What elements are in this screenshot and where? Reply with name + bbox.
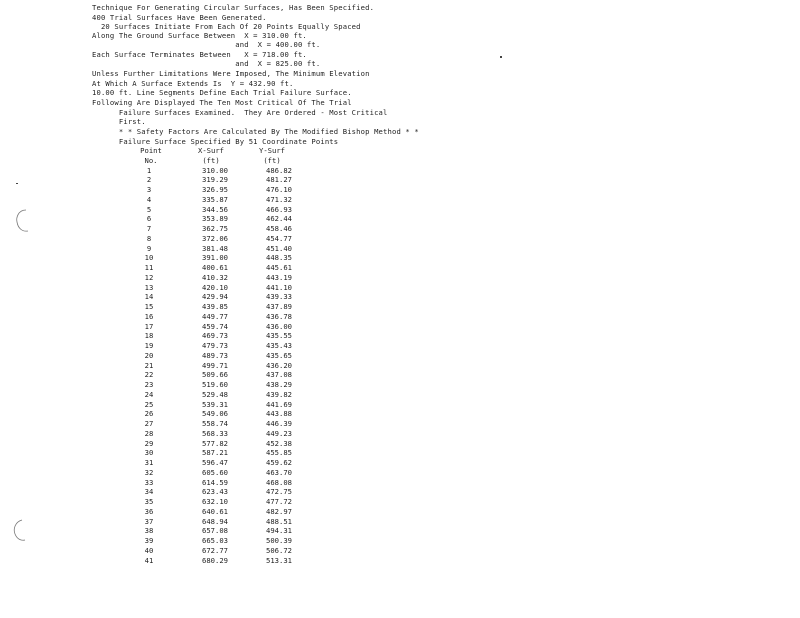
x-surf-value: 614.59 — [202, 477, 228, 487]
y-surf-value: 448.35 — [266, 253, 292, 263]
x-surf-value: 469.73 — [202, 331, 228, 341]
point-number: 20 — [144, 350, 154, 360]
y-surf-value: 449.23 — [266, 428, 292, 438]
y-surf-value: 438.29 — [266, 380, 292, 389]
report-line: Failure Surface Specified By 51 Coordinate Points — [92, 137, 339, 146]
report-line: At Which A Surface Extends Is Y = 432.90 ft. — [92, 79, 294, 88]
x-surf-value: 391.00 — [202, 253, 228, 263]
y-surf-value: 439.82 — [266, 389, 292, 399]
y-surf-value: 471.32 — [266, 194, 292, 204]
x-surf-value: 509.66 — [202, 370, 228, 380]
point-number: 21 — [144, 360, 154, 370]
x-surf-value: 459.74 — [202, 321, 228, 331]
y-surf-value: 451.40 — [266, 243, 292, 253]
y-surf-value: 468.08 — [266, 477, 292, 487]
report-line: Along The Ground Surface Between X = 310.00 ft. — [92, 31, 307, 40]
y-surf-value: 441.10 — [266, 282, 292, 292]
y-surf-value: 445.61 — [266, 263, 292, 272]
report-line: Each Surface Terminates Between X = 718.00 ft. — [92, 50, 307, 59]
x-surf-value: 499.71 — [202, 360, 228, 370]
x-surf-value: 319.29 — [202, 175, 228, 185]
y-surf-value: 477.72 — [266, 497, 292, 506]
y-surf-value: 446.39 — [266, 419, 292, 428]
x-surf-value: 587.21 — [202, 448, 228, 458]
y-surf-value: 482.97 — [266, 506, 292, 516]
point-number: 24 — [144, 389, 154, 399]
point-number: 40 — [144, 545, 154, 555]
y-surf-value: 459.62 — [266, 458, 292, 467]
x-surf-value: 623.43 — [202, 487, 228, 497]
x-surf-value: 410.32 — [202, 272, 228, 282]
y-surf-value: 435.65 — [266, 350, 292, 360]
y-surf-value: 454.77 — [266, 233, 292, 243]
point-number: 18 — [144, 331, 154, 341]
point-number: 41 — [144, 555, 154, 565]
report-line: 400 Trial Surfaces Have Been Generated. — [92, 13, 267, 22]
point-number: 10 — [144, 253, 154, 263]
point-number: 34 — [144, 487, 154, 497]
y-surf-value: 481.27 — [266, 175, 292, 185]
point-number: 8 — [146, 233, 152, 243]
y-surf-value: 435.55 — [266, 331, 292, 341]
point-number: 32 — [144, 467, 154, 477]
x-surf-value: 372.06 — [202, 233, 228, 243]
y-surf-value: 506.72 — [266, 545, 292, 555]
point-number: 15 — [144, 302, 154, 311]
report-line: First. — [92, 117, 146, 126]
report-line: and X = 400.00 ft. — [92, 40, 321, 49]
report-line: Following Are Displayed The Ten Most Critical Of The Trial — [92, 98, 352, 107]
point-number: 1 — [146, 165, 152, 175]
x-surf-value: 568.33 — [202, 428, 228, 438]
point-number: 12 — [144, 272, 154, 282]
x-surf-value: 648.94 — [202, 516, 228, 526]
x-surf-value: 344.56 — [202, 204, 228, 214]
point-number: 29 — [144, 438, 154, 448]
x-surf-value: 596.47 — [202, 458, 228, 467]
y-surf-value: 452.38 — [266, 438, 292, 448]
y-surf-value: 466.93 — [266, 204, 292, 214]
punch-hole-icon — [10, 518, 30, 544]
y-surf-value: 443.19 — [266, 272, 292, 282]
point-number: 17 — [144, 321, 154, 331]
point-number: 22 — [144, 370, 154, 380]
column-header: Point — [140, 146, 162, 155]
x-surf-value: 519.60 — [202, 380, 228, 389]
y-surf-value: 436.00 — [266, 321, 292, 331]
y-surf-value: 486.82 — [266, 165, 292, 175]
point-number: 26 — [144, 409, 154, 419]
point-number: 33 — [144, 477, 154, 487]
y-surf-value: 439.33 — [266, 292, 292, 302]
x-surf-value: 326.95 — [202, 185, 228, 194]
column-header: X-Surf — [198, 146, 224, 155]
y-surf-value: 458.46 — [266, 224, 292, 233]
column-header: No. — [144, 156, 158, 165]
y-surf-value: 494.31 — [266, 526, 292, 536]
x-surf-value: 657.08 — [202, 526, 228, 536]
point-number: 6 — [146, 214, 152, 224]
point-number: 35 — [144, 497, 154, 506]
point-number: 27 — [144, 419, 154, 428]
y-surf-value: 437.08 — [266, 370, 292, 380]
x-surf-value: 665.03 — [202, 536, 228, 545]
x-surf-value: 529.48 — [202, 389, 228, 399]
x-surf-value: 439.85 — [202, 302, 228, 311]
x-surf-value: 558.74 — [202, 419, 228, 428]
point-number: 9 — [146, 243, 152, 253]
point-number: 28 — [144, 428, 154, 438]
y-surf-value: 500.39 — [266, 536, 292, 545]
x-surf-value: 429.94 — [202, 292, 228, 302]
x-surf-value: 577.82 — [202, 438, 228, 448]
x-surf-value: 353.89 — [202, 214, 228, 224]
point-number: 7 — [146, 224, 152, 233]
y-surf-value: 443.88 — [266, 409, 292, 419]
point-number: 4 — [146, 194, 152, 204]
point-number: 25 — [144, 399, 154, 409]
point-number: 3 — [146, 185, 152, 194]
point-number: 14 — [144, 292, 154, 302]
y-surf-value: 462.44 — [266, 214, 292, 224]
point-number: 2 — [146, 175, 152, 185]
y-surf-value: 441.69 — [266, 399, 292, 409]
report-line: Technique For Generating Circular Surfaces, Has Been Specified. — [92, 3, 375, 12]
y-surf-value: 435.43 — [266, 341, 292, 350]
y-surf-value: 436.20 — [266, 360, 292, 370]
x-surf-value: 605.60 — [202, 467, 228, 477]
x-surf-value: 310.00 — [202, 165, 228, 175]
point-number: 16 — [144, 311, 154, 321]
x-surf-value: 362.75 — [202, 224, 228, 233]
x-surf-value: 640.61 — [202, 506, 228, 516]
point-number: 23 — [144, 380, 154, 389]
report-line: 20 Surfaces Initiate From Each Of 20 Points Equally Spaced — [92, 22, 361, 31]
report-line: Failure Surfaces Examined. They Are Ordered - Most Critical — [92, 108, 388, 117]
x-surf-value: 335.87 — [202, 194, 228, 204]
point-number: 36 — [144, 506, 154, 516]
y-surf-value: 488.51 — [266, 516, 292, 526]
scan-speck — [500, 56, 502, 58]
x-surf-value: 672.77 — [202, 545, 228, 555]
x-surf-value: 381.48 — [202, 243, 228, 253]
column-header: Y-Surf — [259, 146, 285, 155]
point-number: 39 — [144, 536, 154, 545]
x-surf-value: 449.77 — [202, 311, 228, 321]
y-surf-value: 513.31 — [266, 555, 292, 565]
y-surf-value: 472.75 — [266, 487, 292, 497]
report-line: and X = 825.00 ft. — [92, 59, 321, 68]
point-number: 5 — [146, 204, 152, 214]
x-surf-value: 420.10 — [202, 282, 228, 292]
x-surf-value: 539.31 — [202, 399, 228, 409]
y-surf-value: 463.70 — [266, 467, 292, 477]
x-surf-value: 680.29 — [202, 555, 228, 565]
x-surf-value: 400.61 — [202, 263, 228, 272]
y-surf-value: 476.10 — [266, 185, 292, 194]
x-surf-value: 632.10 — [202, 497, 228, 506]
scan-speck — [16, 183, 18, 184]
y-surf-value: 455.85 — [266, 448, 292, 458]
x-surf-value: 489.73 — [202, 350, 228, 360]
x-surf-value: 479.73 — [202, 341, 228, 350]
point-number: 11 — [144, 263, 154, 272]
y-surf-value: 437.89 — [266, 302, 292, 311]
report-line: * * Safety Factors Are Calculated By The Modified Bishop Method * * — [92, 127, 419, 136]
punch-hole-icon — [12, 208, 32, 234]
column-header: (ft) — [263, 156, 281, 165]
x-surf-value: 549.06 — [202, 409, 228, 419]
point-number: 13 — [144, 282, 154, 292]
point-number: 38 — [144, 526, 154, 536]
point-number: 37 — [144, 516, 154, 526]
column-header: (ft) — [202, 156, 220, 165]
report-line: Unless Further Limitations Were Imposed, The Minimum Elevation — [92, 69, 370, 78]
point-number: 31 — [144, 458, 154, 467]
point-number: 30 — [144, 448, 154, 458]
y-surf-value: 436.78 — [266, 311, 292, 321]
point-number: 19 — [144, 341, 154, 350]
report-line: 10.00 ft. Line Segments Define Each Trial Failure Surface. — [92, 88, 352, 97]
